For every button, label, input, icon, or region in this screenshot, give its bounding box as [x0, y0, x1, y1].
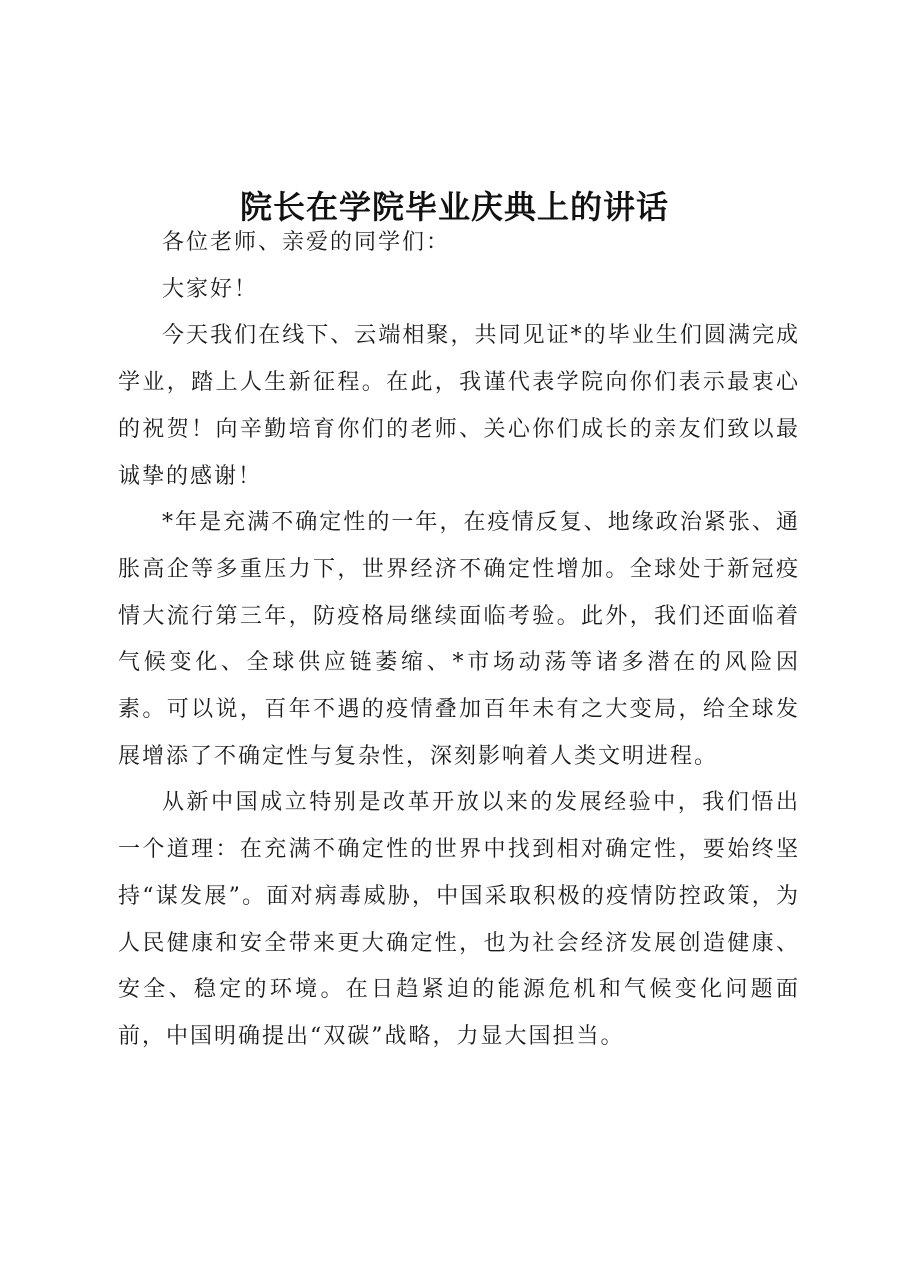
document-body: [118, 220, 800, 1061]
document-title: 院长在学院毕业庆典上的讲话: [239, 188, 669, 227]
paragraph: 从新中国成立特别是改革开放以来的发展经验中，我们悟出一个道理：在充满不确定性的世界中找到相对确定性，要始终坚持“谋发展”。面对病毒威胁，中国采取积极的疫情防控政策，为人民健康和安全带来更大确定性，也为社会经济发展创造健康、安全、稳定的环境。在日趋紧迫的能源危机和气候变化问题面前，中国明确提出“双碳”战略，力显大国担当。: [118, 790, 800, 1049]
paragraph: 今天我们在线下、云端相聚，共同见证*的毕业生们圆满完成学业，踏上人生新征程。在此，我谨代表学院向你们表示最衷心的祝贺！向辛勤培育你们的老师、关心你们成长的亲友们致以最诚挚的感谢！: [118, 323, 800, 489]
paragraph: *年是充满不确定性的一年，在疫情反复、地缘政治紧张、通胀高企等多重压力下，世界经济不确定性增加。全球处于新冠疫情大流行第三年，防疫格局继续面临考验。此外，我们还面临着气候变化、全球供应链萎缩、*市场动荡等诸多潜在的风险因素。可以说，百年不遇的疫情叠加百年未有之大变局，给全球发展增添了不确定性与复杂性，深刻影响着人类文明进程。: [118, 510, 800, 769]
greeting: 大家好！: [162, 276, 259, 302]
salutation: 各位老师、亲爱的同学们：: [162, 230, 451, 255]
